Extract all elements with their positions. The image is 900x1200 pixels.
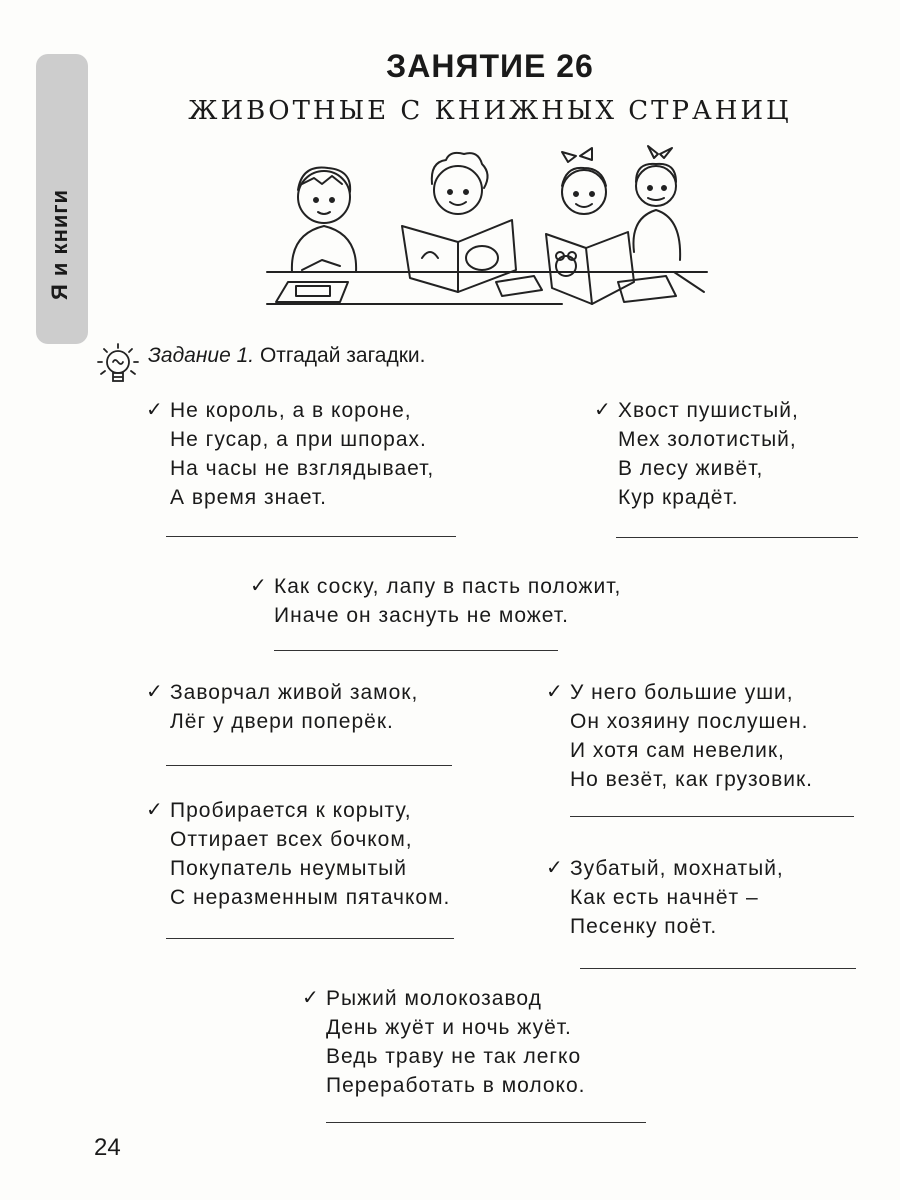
riddle-line: Не гусар, а при шпорах. — [170, 428, 427, 451]
riddle-line: Ведь траву не так легко — [326, 1045, 582, 1068]
riddle-line: Как есть начнёт – — [570, 886, 759, 909]
riddle-line: Как соску, лапу в пасть положит, — [274, 575, 622, 598]
answer-line[interactable] — [166, 938, 454, 939]
riddle-3 — [250, 572, 622, 630]
riddle-7 — [546, 854, 784, 941]
check-mark-icon: ✓ — [146, 799, 164, 821]
riddle-line: Лёг у двери поперёк. — [170, 710, 394, 733]
page-number: 24 — [94, 1134, 121, 1161]
riddle-line: И хотя сам невелик, — [570, 739, 785, 762]
lightbulb-icon — [92, 340, 142, 390]
check-mark-icon: ✓ — [302, 987, 320, 1009]
riddle-line: Хвост пушистый, — [618, 399, 799, 422]
riddle-line: Рыжий молокозавод — [326, 987, 542, 1010]
check-mark-icon: ✓ — [546, 681, 564, 703]
riddle-5 — [546, 678, 814, 794]
riddle-1 — [146, 396, 435, 512]
riddle-line: У него большие уши, — [570, 681, 794, 704]
riddle-line: Зубатый, мохнатый, — [570, 857, 784, 880]
check-mark-icon: ✓ — [546, 857, 564, 879]
riddle-line: Пробирается к корыту, — [170, 799, 412, 822]
riddle-line: Оттирает всех бочком, — [170, 828, 413, 851]
riddle-4 — [146, 678, 419, 736]
check-mark-icon: ✓ — [146, 399, 164, 421]
riddle-line: Песенку поёт. — [570, 915, 718, 938]
section-side-tab-label: Я и книги — [47, 188, 72, 300]
riddle-line: Не король, а в короне, — [170, 399, 412, 422]
riddle-line: Он хозяину послушен. — [570, 710, 809, 733]
riddle-line: В лесу живёт, — [618, 457, 764, 480]
answer-line[interactable] — [274, 650, 558, 651]
riddle-8 — [302, 984, 586, 1100]
answer-line[interactable] — [616, 537, 858, 538]
task-label: Задание 1. — [148, 344, 255, 367]
check-mark-icon: ✓ — [146, 681, 164, 703]
riddle-line: А время знает. — [170, 486, 328, 509]
answer-line[interactable] — [580, 968, 856, 969]
answer-line[interactable] — [326, 1122, 646, 1123]
riddle-line: Кур крадёт. — [618, 486, 739, 509]
task-instruction: Отгадай загадки. — [259, 344, 426, 367]
answer-line[interactable] — [570, 816, 854, 817]
check-mark-icon: ✓ — [250, 575, 268, 597]
riddle-line: Переработать в молоко. — [326, 1074, 586, 1097]
riddle-line: Мех золотистый, — [618, 428, 797, 451]
check-mark-icon: ✓ — [594, 399, 612, 421]
riddle-line: На часы не взглядывает, — [170, 457, 435, 480]
task-header — [148, 344, 426, 368]
riddle-line: Но везёт, как грузовик. — [570, 768, 814, 791]
riddle-2 — [594, 396, 799, 512]
riddle-line: День жуёт и ночь жуёт. — [326, 1016, 572, 1039]
answer-line[interactable] — [166, 536, 456, 537]
lesson-title: ЗАНЯТИЕ 26 — [386, 48, 594, 84]
riddle-line: Покупатель неумытый — [170, 857, 407, 880]
children-reading-books-illustration — [262, 142, 712, 318]
answer-line[interactable] — [166, 765, 452, 766]
riddle-line: Заворчал живой замок, — [170, 681, 419, 704]
lesson-subtitle: ЖИВОТНЫЕ С КНИЖНЫХ СТРАНИЦ — [188, 96, 792, 126]
riddle-line: С неразменным пятачком. — [170, 886, 451, 909]
riddle-line: Иначе он заснуть не может. — [274, 604, 569, 627]
riddle-6 — [146, 796, 451, 912]
